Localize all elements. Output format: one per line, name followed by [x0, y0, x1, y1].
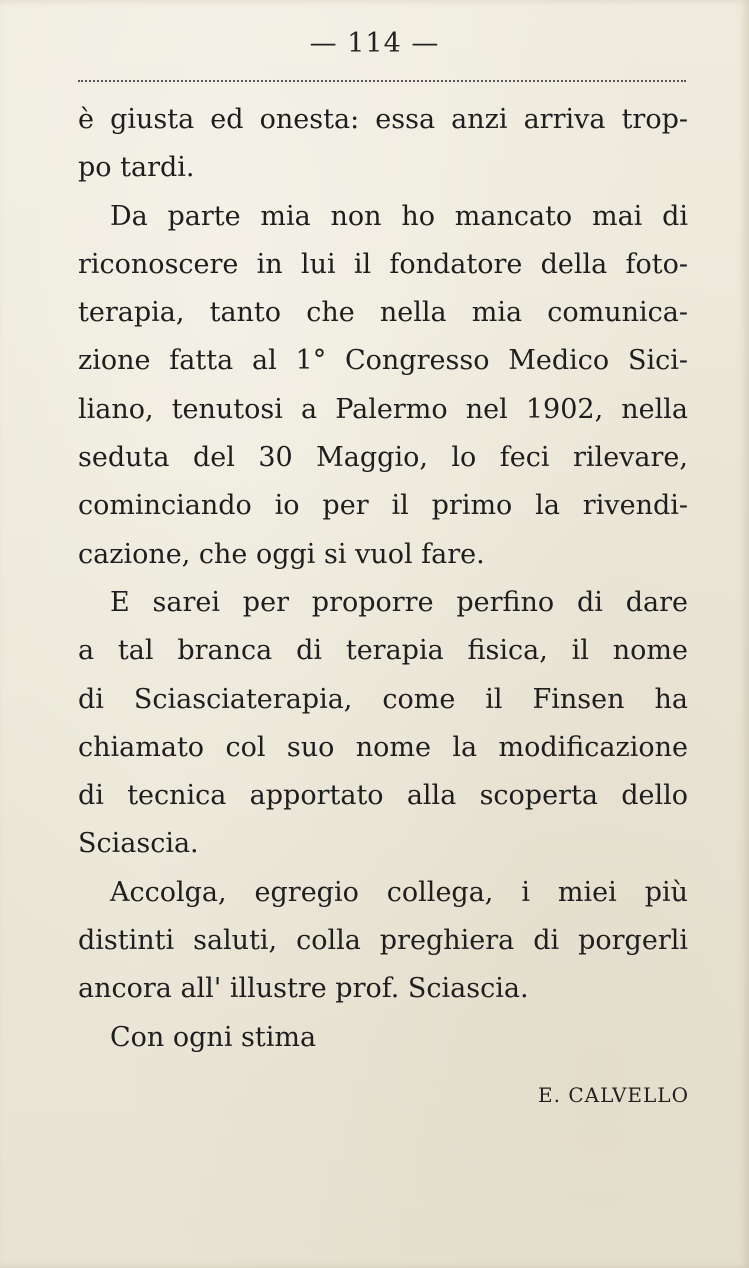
text-line: chiamato col suo nome la modificazione: [78, 731, 688, 763]
text-line: E sarei per proporre perfino di dare: [110, 586, 688, 618]
text-line: di Sciasciaterapia, come il Finsen ha: [78, 683, 688, 715]
text-line: di tecnica apportato alla scoperta dello: [78, 780, 688, 812]
header-rule: [78, 80, 686, 82]
page-number: — 114 —: [309, 28, 440, 59]
signature: E. CALVELLO: [538, 1083, 689, 1107]
text-line: a tal branca di terapia fisica, il nome: [78, 635, 688, 667]
text-line: cazione, che oggi si vuol fare.: [78, 538, 485, 570]
text-line: po tardi.: [78, 152, 195, 184]
text-line: distinti saluti, colla preghiera di porgerli: [78, 925, 688, 957]
text-line: liano, tenutosi a Palermo nel 1902, nella: [78, 393, 688, 425]
text-line: Sciascia.: [78, 828, 199, 860]
text-line: Con ogni stima: [110, 1021, 317, 1053]
text-line: terapia, tanto che nella mia comunica-: [78, 297, 688, 329]
text-line: cominciando io per il primo la rivendi-: [78, 490, 688, 522]
text-line: Accolga, egregio collega, i miei più: [110, 876, 688, 908]
body-text: [78, 96, 688, 1062]
text-line: riconoscere in lui il fondatore della foto-: [78, 248, 688, 280]
text-line: zione fatta al 1° Congresso Medico Sici-: [78, 345, 688, 377]
text-line: è giusta ed onesta: essa anzi arriva trop-: [78, 104, 688, 135]
text-line: Da parte mia non ho mancato mai di: [110, 200, 688, 232]
text-line: ancora all' illustre prof. Sciascia.: [78, 973, 529, 1005]
text-line: seduta del 30 Maggio, lo feci rilevare,: [78, 442, 688, 474]
